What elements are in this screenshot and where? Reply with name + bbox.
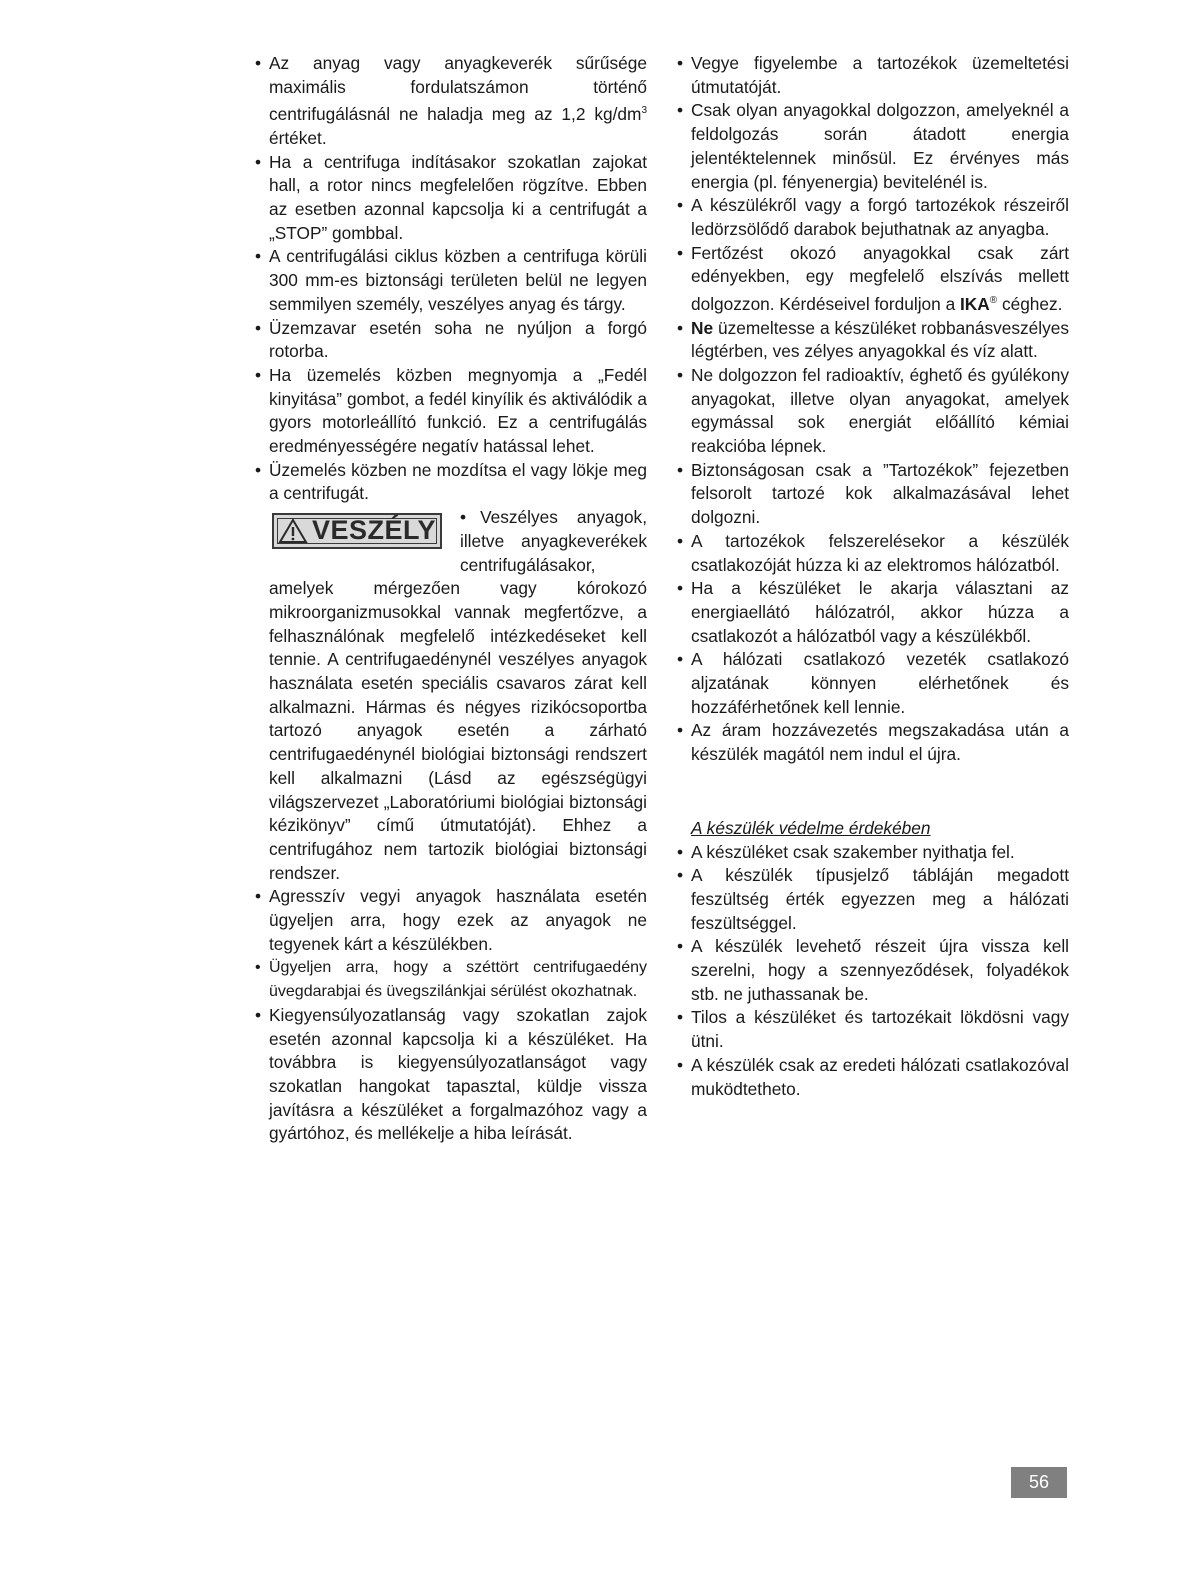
- list-item: • A centrifugálási ciklus közben a centrifuga körüli 300 mm-es biztonsági területen belül ne legyen semmilyen személy, veszélyes anyag és tárgy.: [255, 245, 647, 316]
- list-item: [677, 242, 1069, 317]
- protection-list: [677, 841, 1069, 1102]
- superscript: 3: [641, 105, 647, 117]
- right-column: [677, 52, 1069, 1101]
- list-item: • Ne dolgozzon fel radioaktív, éghető és gyúlékony anyagokat, illetve olyan anyagokat, amelyek egymással sok energiát előállító kémiai reakcióba lépnek.: [677, 364, 1069, 459]
- list-item-text: céghez.: [997, 293, 1063, 314]
- list-item: • Kiegyensúlyozatlanság vagy szokatlan zajok esetén azonnal kapcsolja ki a készüléket. Ha továbbra is kiegyensúlyozatlanságot vagy szokatlan hangokat tapasztal, küldje vissza javításra a készüléket a forgalmazóhoz vagy a gyártóhoz, és mellékelje a hiba leírását.: [255, 1004, 647, 1146]
- list-item: [677, 317, 1069, 364]
- list-item: • Az áram hozzávezetés megszakadása után a készülék magától nem indul el újra.: [677, 719, 1069, 766]
- list-item-text: üzemeltesse a készüléket robbanásveszélyes légtérben, ves zélyes anyagokkal és víz alatt.: [691, 317, 1069, 362]
- safety-list-left: [255, 52, 647, 506]
- warning-triangle-icon: [278, 518, 308, 544]
- list-item-text: értéket.: [269, 127, 327, 148]
- list-item: • Ügyeljen arra, hogy a széttört centrifugaedény üvegdarabjai és üvegszilánkjai sérülést okozhatnak.: [255, 956, 647, 1003]
- list-item: • A készülék típusjelző tábláján megadott feszültség érték egyezzen meg a hálózati feszültséggel.: [677, 864, 1069, 935]
- list-item-text: Az anyag vagy anyagkeverék sűrűsége maximális fordulatszámon történő centrifugálásnál ne haladja meg az 1,2 kg/dm: [269, 53, 647, 125]
- list-item: • Tilos a készüléket és tartozékait lökdösni vagy ütni.: [677, 1006, 1069, 1053]
- safety-list-right: [677, 52, 1069, 767]
- safety-list-left-continued: [255, 885, 647, 1146]
- danger-block: [255, 506, 647, 885]
- list-item: • Csak olyan anyagokkal dolgozzon, amelyeknél a feldolgozás során átadott energia jelentéktelennek minősül. Ez érvényes más energia (pl. fényenergia) bevitelénél is.: [677, 99, 1069, 194]
- brand-name: IKA: [960, 293, 990, 314]
- emphasis-word: Ne: [691, 317, 714, 338]
- danger-badge: [272, 513, 442, 549]
- list-item: • Üzemzavar esetén soha ne nyúljon a forgó rotorba.: [255, 317, 647, 364]
- list-item: • Vegye figyelembe a tartozékok üzemeltetési útmutatóját.: [677, 52, 1069, 99]
- list-item: • A készülék csak az eredeti hálózati csatlakozóval muködtetheto.: [677, 1054, 1069, 1101]
- section-title: A készülék védelme érdekében: [691, 817, 931, 838]
- list-item: • Ha üzemelés közben megnyomja a „Fedél kinyitása” gombot, a fedél kinyílik és aktiválódik a gyors motorleállító funkció. Ez a centrifugálás eredményességére negatív hatással lehet.: [255, 364, 647, 459]
- list-item: • Biztonságosan csak a ”Tartozékok” fejezetben felsorolt tartozé kok alkalmazásával lehet dolgozni.: [677, 459, 1069, 530]
- list-item: • A készüléket csak szakember nyithatja fel.: [677, 841, 1069, 865]
- list-item: • Ha a centrifuga indításakor szokatlan zajokat hall, a rotor nincs megfelelően rögzítve. Ebben az esetben azonnal kapcsolja ki a centrifugát a „STOP” gombbal.: [255, 151, 647, 246]
- list-item-text: Fertőzést okozó anyagokkal csak zárt edényekben, egy megfelelő elszívás mellett dolgozzon. Kérdéseivel forduljon a: [691, 242, 1069, 314]
- list-item: • A tartozékok felszerelésekor a készülék csatlakozóját húzza ki az elektromos hálózatból.: [677, 530, 1069, 577]
- page-number: 56: [1011, 1467, 1067, 1498]
- left-column: [255, 52, 647, 1146]
- list-item: • A készülék levehető részeit újra vissza kell szerelni, hogy a szennyeződések, folyadékok stb. ne juthassanak be.: [677, 935, 1069, 1006]
- list-item: [255, 52, 647, 151]
- list-item: • Ha a készüléket le akarja választani az energiaellátó hálózatról, akkor húzza a csatlakozót a hálózatból vagy a készülékből.: [677, 577, 1069, 648]
- list-item: • Agresszív vegyi anyagok használata esetén ügyeljen arra, hogy ezek az anyagok ne tegyenek kárt a készülékben.: [255, 885, 647, 956]
- list-item: • Üzemelés közben ne mozdítsa el vagy lökje meg a centrifugát.: [255, 459, 647, 506]
- list-item: • A hálózati csatlakozó vezeték csatlakozó aljzatának könnyen elérhetőnek és hozzáférhetőnek kell lennie.: [677, 648, 1069, 719]
- danger-label: VESZÉLY: [311, 515, 436, 546]
- danger-paragraph: Veszélyes anyagok, illetve anyagkeverékek centrifugálásakor, amelyek mérgezően vagy kórokozó mikroorganizmusokkal vannak megfertőzve, a felhasználónak megfelelő intézkedéseket kell tennie. A centrifugaedénynél veszélyes anyagok használata esetén speciális csavaros zárat kell alkalmazni. Hármas és négyes rizikócsoportba tartozó anyagok esetén a zárható centrifugaedénynél biológiai biztonsági rendszert kell alkalmazni (Lásd az egészségügyi világszervezet „Laboratóriumi biológiai biztonsági kézikönyv” című útmutatóját). Ehhez a centrifugához nem tartozik biológiai biztonsági rendszer.: [269, 507, 647, 883]
- registered-mark: ®: [989, 295, 998, 307]
- danger-text: • Veszélyes anyagok, illetve anyagkeverékek centrifugálásakor, amelyek mérgezően vagy kórokozó mikroorganizmusokkal vannak megfertőzve, a felhasználónak megfelelő intézkedéseket kell tennie. A centrifugaedénynél veszélyes anyagok használata esetén speciális csavaros zárat kell alkalmazni. Hármas és négyes rizikócsoportba tartozó anyagok esetén a zárható centrifugaedénynél biológiai biztonsági rendszert kell alkalmazni (Lásd az egészségügyi világszervezet „Laboratóriumi biológiai biztonsági kézikönyv” című útmutatóját). Ehhez a centrifugához nem tartozik biológiai biztonsági rendszer.: [269, 507, 647, 883]
- list-item: • A készülékről vagy a forgó tartozékok részeiről ledörzsölődő darabok bejuthatnak az anyagba.: [677, 194, 1069, 241]
